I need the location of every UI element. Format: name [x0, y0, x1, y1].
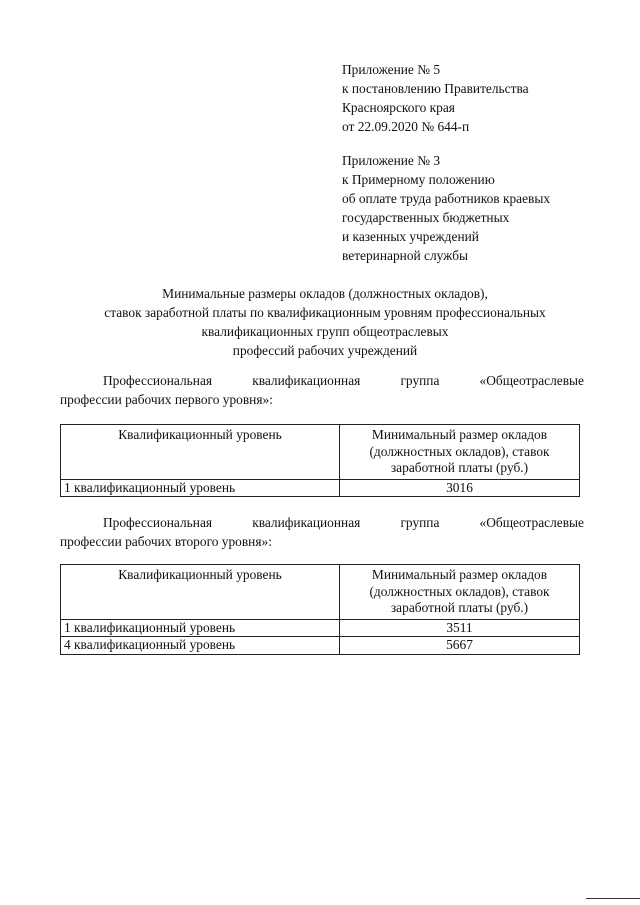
heading-word: «Общеотраслевые [479, 515, 584, 530]
appendix-line: к Примерному положению [342, 172, 495, 187]
title-line: профессий рабочих учреждений [232, 343, 418, 358]
salary-cell: 3016 [340, 479, 580, 497]
table-header-row [61, 565, 580, 620]
column-header-level: Квалификационный уровень [61, 565, 340, 620]
heading-word: группа [400, 373, 440, 388]
title-line: Минимальные размеры окладов (должностных окладов), [162, 286, 488, 301]
appendix-line: от 22.09.2020 № 644-п [342, 119, 470, 134]
appendix-3-header [342, 151, 550, 265]
appendix-line: к постановлению Правительства [342, 81, 529, 96]
level-cell: 1 квалификационный уровень [61, 619, 340, 637]
group-heading-line [60, 371, 584, 390]
group-heading-line: профессии рабочих первого уровня»: [60, 392, 273, 407]
group-1-heading [60, 371, 584, 409]
heading-word: группа [400, 515, 440, 530]
group-2-heading [60, 513, 584, 551]
column-header-salary: Минимальный размер окладов (должностных окладов), ставок заработной платы (руб.) [340, 565, 580, 620]
appendix-5-header [342, 60, 529, 136]
column-header-salary: Минимальный размер окладов (должностных окладов), ставок заработной платы (руб.) [340, 425, 580, 480]
appendix-line: Приложение № 3 [342, 153, 441, 168]
salary-cell: 5667 [340, 637, 580, 655]
table-row [61, 619, 580, 637]
heading-word: «Общеотраслевые [479, 373, 584, 388]
group-heading-line [60, 513, 584, 532]
document-title [60, 284, 590, 360]
heading-word: квалификационная [252, 515, 361, 530]
scan-edge-mark [586, 898, 640, 899]
appendix-line: Приложение № 5 [342, 62, 441, 77]
level-cell: 1 квалификационный уровень [61, 479, 340, 497]
level-cell: 4 квалификационный уровень [61, 637, 340, 655]
appendix-line: и казенных учреждений [342, 229, 479, 244]
table-row [61, 479, 580, 497]
salary-cell: 3511 [340, 619, 580, 637]
title-line: ставок заработной платы по квалификационным уровням профессиональных [104, 305, 546, 320]
appendix-line: об оплате труда работников краевых [342, 191, 551, 206]
appendix-line: ветеринарной службы [342, 248, 469, 263]
column-header-level: Квалификационный уровень [61, 425, 340, 480]
salary-table-2 [60, 564, 580, 655]
group-heading-line: профессии рабочих второго уровня»: [60, 534, 272, 549]
heading-word: Профессиональная [103, 373, 213, 388]
appendix-line: Красноярского края [342, 100, 455, 115]
salary-table-1 [60, 424, 580, 497]
appendix-line: государственных бюджетных [342, 210, 510, 225]
heading-word: Профессиональная [103, 515, 213, 530]
table-header-row [61, 425, 580, 480]
title-line: квалификационных групп общеотраслевых [201, 324, 449, 339]
table-row [61, 637, 580, 655]
heading-word: квалификационная [252, 373, 361, 388]
